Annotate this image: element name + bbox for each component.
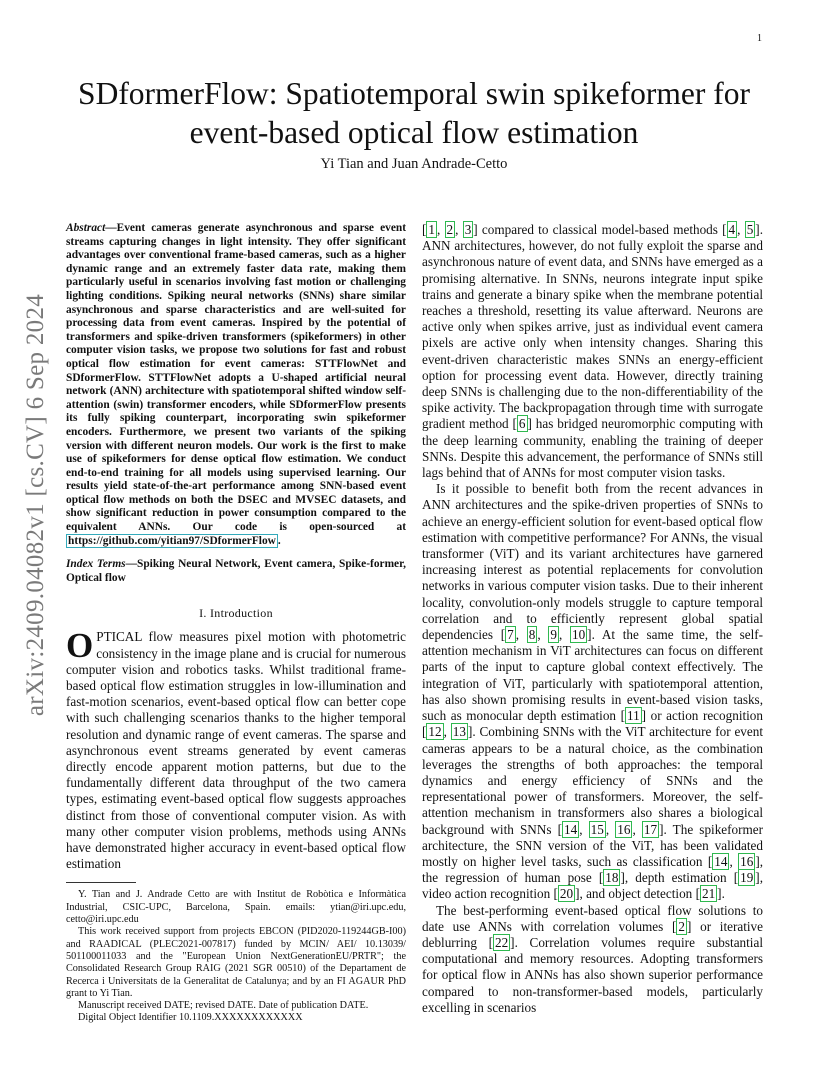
intro-p1-lead: PTICAL flow measures pixel motion with photometric consistency in the image plane and is crucial for numerous computer vision and robotics tasks. Whilst traditional frame-based optical flow estimation struggles in low-illumination and fast-motion scenarios, event-based optical flow can better cope with such challenging scenarios thanks to the higher temporal resolution and dynamic range of event cameras. The sparse and asynchronous event streams generated by event cameras directly encode apparent motion patterns, but due to the fundamentally different data throughput of the two camera types, estimating event-based optical flow suggests approaches distinct from those of conventional computer vision. As with many other computer vision problems, methods using ANNs have demonstrated higher accuracy in event-based optical flow estimation: [66, 629, 406, 872]
intro-p2-text: . Combining SNNs with the ViT architecture for event cameras appears to be a natural choice, as the combination leverages the strengths of both approaches: the temporal dynamics and energy efficiency of SNNs and the representational power of transformers. Moreover, the self-attention mechanism in transformers also shares a biological background with SNNs: [422, 724, 764, 837]
intro-paragraph-3: The best-performing event-based optical flow solutions to date use ANNs with correlation volumes [ 2 ] or iterative deblurring [ 22 ]. Correlation volumes require substantial computational and memory resources. Adopting transformers for optical flow in ANNs has also shown superior performance compared to non-transformer-based models, particularly excelling in scenarios: [422, 902, 763, 1015]
citation-link[interactable]: 3: [464, 222, 472, 237]
right-column: [422, 222, 763, 1016]
citation-link[interactable]: 18: [605, 870, 619, 886]
intro-p2-text: .: [721, 886, 725, 902]
citation-link[interactable]: 8: [528, 627, 536, 643]
citation-link[interactable]: 20: [559, 886, 574, 902]
footnote-support: This work received support from projects EBCON (PID2020-119244GB-I00) and RAADICAL (PLEC2021-007817) funded by MCIN/ AEI/ 10.13039/ 501100011033 and the "European Union NextGenerationEU/PRTR"; the Consolidated Research Group RAIG (2021 SGR 00510) of the Departament de Recerca i Universitats de la Generalitat de Catalunya; and by an FI AGAUR PhD grant to Yi Tian.: [66, 926, 406, 999]
citation-link[interactable]: 7: [507, 627, 514, 643]
arxiv-stamp-text: arXiv:2409.04082v1 [cs.CV] 6 Sep 2024: [22, 293, 49, 717]
citation-link[interactable]: 4: [728, 222, 736, 237]
intro-p2-text: . At the same time, the self-attention mechanism in ViT architectures can focus on different parts of the input to capture global context effectively. The integration of ViT, particularly with spatiotemporal attention, has also shown promising results in event-based vision tasks, such as monocular depth estimation: [422, 627, 764, 724]
citation-link[interactable]: 17: [643, 821, 658, 837]
abstract-end: .: [277, 534, 281, 547]
intro-p2-text: . The spikeformer architecture, the SNN version of the ViT, has been validated mostly on higher level tasks, such as classification: [422, 821, 764, 869]
citation-link[interactable]: 19: [740, 870, 754, 886]
citation-link[interactable]: 11: [626, 708, 640, 724]
left-column: [66, 222, 406, 1025]
citation-link[interactable]: 5: [746, 222, 754, 237]
index-terms-label: Index Terms: [66, 558, 126, 571]
code-link[interactable]: https://github.com/yitian97/SDformerFlow: [68, 534, 276, 547]
citation-link[interactable]: 2: [446, 222, 454, 237]
footnote-rule: [66, 882, 136, 883]
intro-p1-rest-b: has bridged neuromorphic computing with the deep learning community, enabling the training of deeper SNNs. Despite this advancement, the performance of SNNs still lags behind that of ANNs for most computer vision tasks.: [422, 416, 763, 481]
intro-p2-text: Is it possible to benefit both from the recent advances in ANN architectures and the spike-driven properties of SNNs to achieve an energy-efficient solution for event-based optical flow estimation with competitive performance? For ANNs, the visual transformer (ViT) and its variant architectures have garnered increasing interest as potential replacements for convolution networks in various computer vision tasks. Due to their inherent locality, convolution-only models struggle to capture temporal correlation and to efficiently represent global spatial dependencies: [422, 481, 763, 643]
abstract-label: Abstract: [66, 222, 106, 234]
citation-link[interactable]: 13: [452, 724, 466, 740]
intro-p2-text: or action recognition: [650, 708, 763, 724]
authors: Yi Tian and Juan Andrade-Cetto: [320, 156, 508, 172]
citation-link[interactable]: 10: [571, 627, 586, 643]
footnote-affiliation: Y. Tian and J. Andrade Cetto are with Institut de Robòtica e Informàtica Industrial, CSIC-UPC, Barcelona, Spain. emails: ytian@iri.upc.edu, cetto@iri.upc.edu: [66, 889, 406, 926]
footnote-doi: Digital Object Identifier 10.1109.XXXXXXXXXXXX: [78, 1012, 303, 1024]
citation-link[interactable]: 12: [428, 724, 442, 740]
citation-link[interactable]: 14: [714, 853, 728, 869]
intro-p2-text: , video action recognition: [422, 870, 763, 902]
citation-link[interactable]: 22: [494, 934, 509, 950]
paper-title: SDformerFlow: Spatiotemporal swin spikeformer for event-based optical flow estimation: [78, 76, 750, 150]
abstract-text: —Event cameras generate asynchronous and sparse event streams capturing changes in light intensity. They offer significant advantages over conventional frame-based cameras, such as a higher dynamic range and an extremely faster data rate, making them particularly useful in scenarios involving fast motion or challenging lighting conditions. Spiking neural networks (SNNs) share similar asynchronous and sparse characteristics and are well-suited for processing data from event cameras. Inspired by the potential of transformers and spike-driven transformers (spikeformers) in other computer vision tasks, we propose two solutions for fast and robust optical flow estimation for event cameras: STTFlowNet and SDformerFlow. STTFlowNet adopts a U-shaped artificial neural network (ANN) architecture with spatiotemporal shifted window self-attention (swin) transformer encoders, while SDformerFlow presents its fully spiking counterpart, incorporating swin spikeformer encoders. Furthermore, we present two variants of the spiking version with different neuron models. Our work is the first to make use of spikeformers for dense optical flow estimation. We conduct end-to-end training for all models using supervised learning. Our results yield state-of-the-art performance among SNN-based event optical flow methods on both the DSEC and MVSEC datasets, and show significant reduction in power consumption compared to the equivalent ANNs. Our code is open-sourced at: [66, 222, 406, 534]
index-terms-text: —Spiking Neural Network, Event camera, Spike-former, Optical flow: [66, 558, 406, 584]
intro-p3-text: . Correlation volumes require substantial computational and memory resources. Adopting transformers for optical flow in ANNs has also shown superior performance compared to non-transformer-based models, particularly excelling in scenarios: [422, 934, 763, 1015]
citation-link[interactable]: 16: [617, 821, 631, 837]
citation-link[interactable]: 2: [678, 918, 685, 934]
citation-link[interactable]: 9: [550, 627, 557, 643]
intro-p1-mid: compared to classical model-based methods: [481, 222, 718, 237]
citation-link[interactable]: 6: [518, 416, 526, 432]
abstract: [66, 222, 406, 548]
citation-link[interactable]: 1: [428, 222, 435, 237]
intro-paragraph-1-cont: [ 1 , 2 , 3 ] compared to classical model-based methods [ 4 , 5 ]. ANN architectures, however, do not fully exploit the sparse and asynchronous nature of event data, and SNNs have emerged as a promising alternative. In SNNs, neurons integrate input spike trains and generate a binary spike when the membrane potential reaches a threshold, resetting its value afterward. Neurons are active only when spikes arrive, just as individual event camera pixels are active only when intensity changes. Sharing this event-driven characteristic makes SNNs an energy-efficient option for processing event data. However, directly training deep SNNs is challenging due to the non-differentiability of the spike activity. The backpropagation through time with surrogate gradient method [ 6 ] has bridged neuromorphic computing with the deep learning community, enabling the training of deeper SNNs. Despite this advancement, the performance of SNNs still lags behind that of ANNs for most computer vision tasks.: [422, 222, 763, 481]
citation-link[interactable]: 16: [740, 853, 754, 869]
footnote-manuscript: Manuscript received DATE; revised DATE. Date of publication DATE.: [78, 1000, 369, 1012]
intro-p2-text: , depth estimation: [624, 870, 727, 886]
arxiv-stamp: [22, 295, 50, 715]
intro-p3-text: or iterative deblurring: [422, 918, 763, 950]
citation-link[interactable]: 14: [564, 821, 578, 837]
page-number: 1: [757, 33, 762, 44]
intro-p2-text: , and object detection: [579, 886, 693, 902]
section-heading-introduction: I. Introduction: [199, 606, 273, 621]
intro-p1-rest-a: . ANN architectures, however, do not fully exploit the sparse and asynchronous nature of event data, and SNNs have emerged as a promising alternative. In SNNs, neurons integrate input spike trains and generate a binary spike when the membrane potential reaches a threshold, resetting its value afterward. Neurons are active only when spikes arrive, just as individual event camera pixels are active only when intensity changes. Sharing this event-driven characteristic makes SNNs an energy-efficient option for processing event data. However, directly training deep SNNs is challenging due to the non-differentiability of the spike activity. The backpropagation through time with surrogate gradient method: [422, 222, 763, 432]
intro-p3-text: The best-performing event-based optical flow solutions to date use ANNs with correlation volumes: [422, 902, 763, 934]
intro-p2-text: , the regression of human pose: [422, 853, 764, 886]
citation-link[interactable]: 15: [590, 821, 604, 837]
drop-cap: O: [66, 626, 94, 666]
intro-paragraph-2: Is it possible to benefit both from the recent advances in ANN architectures and the spike-driven properties of SNNs to achieve an energy-efficient solution for event-based optical flow estimation with competitive performance? For ANNs, the visual transformer (ViT) and its variant architectures have garnered increasing interest as potential replacements for convolution networks in various computer vision tasks. Due to their inherent locality, convolution-only models struggle to capture temporal correlation and to efficiently represent global spatial dependencies [ 7 , 8 , 9 , 10 ]. At the same time, the self-attention mechanism in ViT architectures can focus on different parts of the input to capture global context effectively. The integration of ViT, particularly with spatiotemporal attention, has also shown promising results in event-based vision tasks, such as monocular depth estimation [ 11 ] or action recognition [ 12 , 13 ]. Combining SNNs with the ViT architecture for event cameras appears to be a natural choice, as the combination leverages the strengths of both approaches: the temporal dynamics and energy efficiency of SNNs and the representational power of transformers. Moreover, the self-attention mechanism in transformers also shares a biological background with SNNs [ 14 , 15 , 16 , 17 ]. The spikeformer architecture, the SNN version of the ViT, has been validated mostly on higher level tasks, such as classification [ 14 , 16 ], the regression of human pose [ 18 ], depth estimation [ 19 ], video action recognition [ 20 ], and object detection [ 21 ].: [422, 481, 764, 902]
index-terms: [66, 558, 406, 585]
intro-paragraph-1: [66, 626, 406, 872]
citation-link[interactable]: 21: [701, 886, 716, 902]
